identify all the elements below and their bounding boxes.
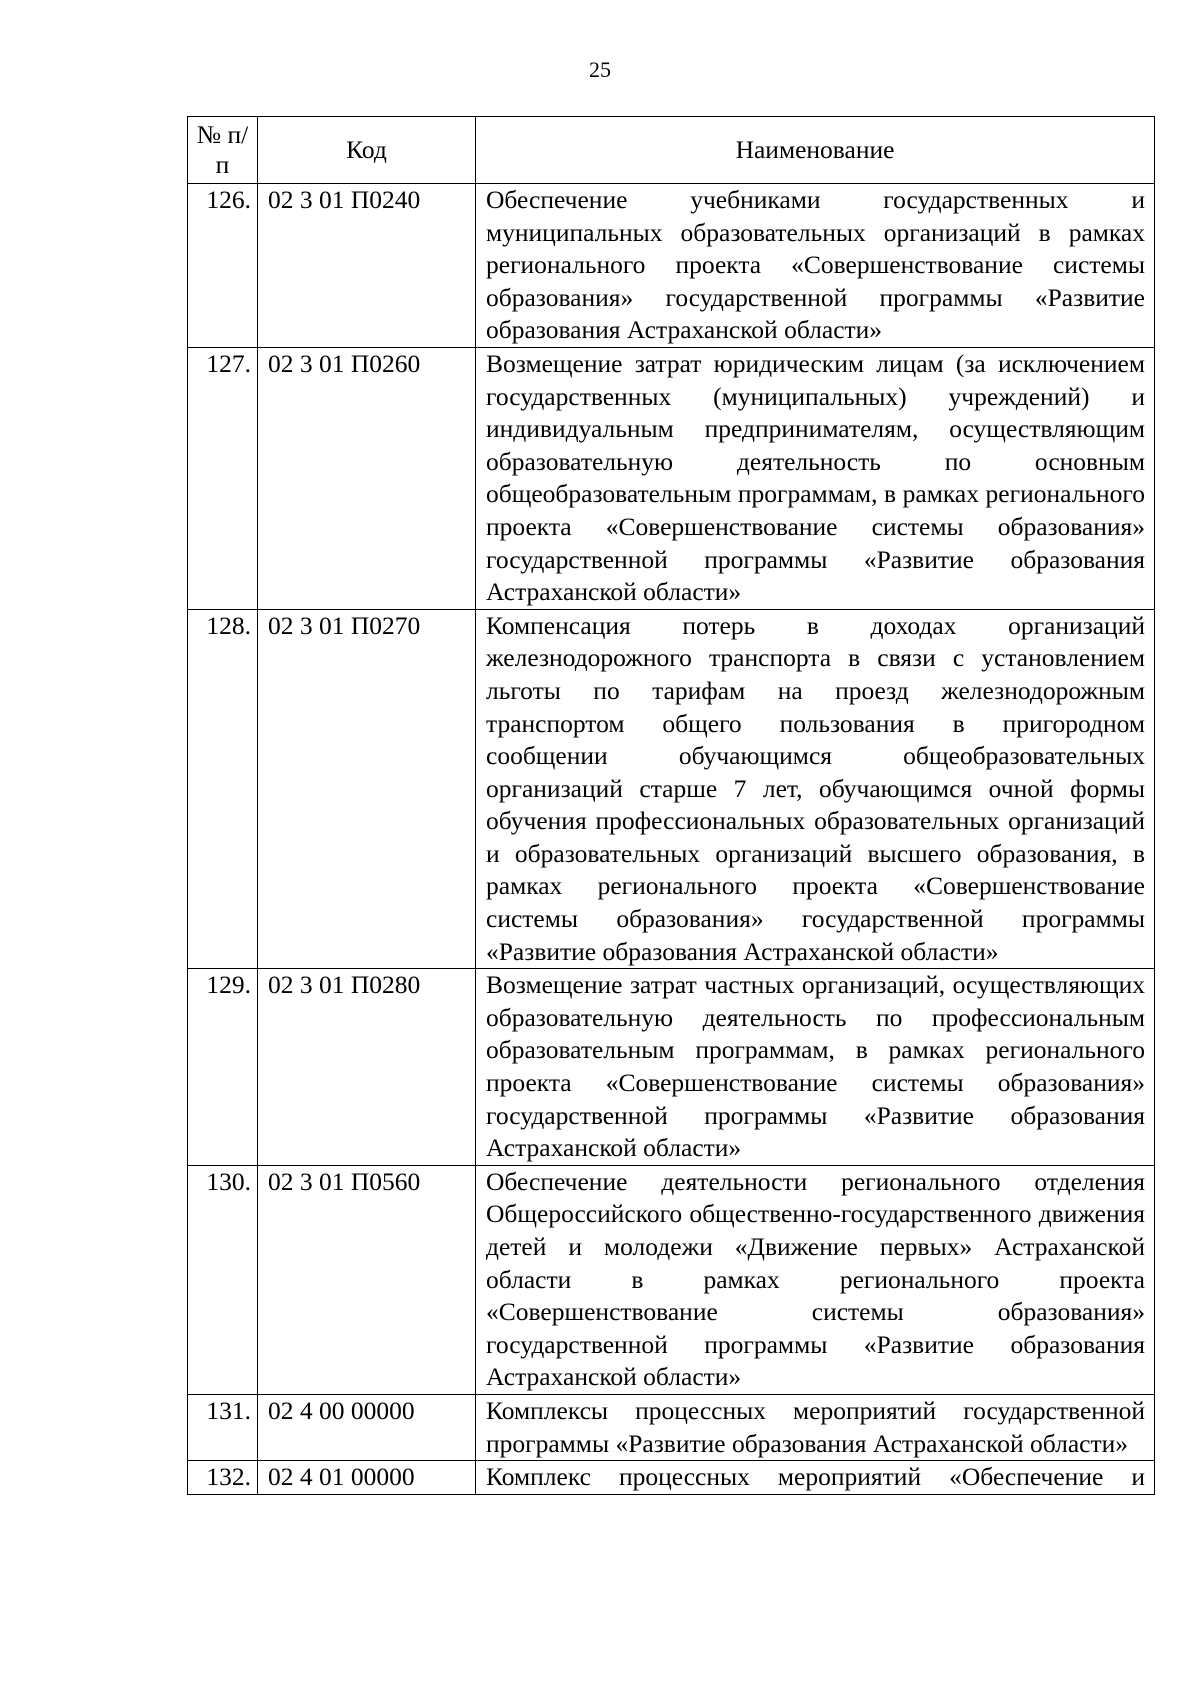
table-row [188,1165,1155,1394]
row-number: 130. [188,1165,258,1394]
row-number: 127. [188,347,258,609]
classification-table [187,116,1155,1495]
row-name: Компенсация потерь в доходах организаций железнодорожного транспорта в связи с установлением льготы по тарифам на проезд железнодорожным транспортом общего пользования в пригородном сообщении обучающимся общеобразовательных организаций старше 7 лет, обучающимся очной формы обучения профессиональных образовательных организаций и образовательных организаций высшего образования, в рамках регионального проекта «Совершенствование системы образования» государственной программы «Развитие образования Астраханской области» [476,609,1155,969]
row-number: 128. [188,609,258,969]
row-number: 132. [188,1461,258,1495]
row-name: Возмещение затрат частных организаций, осуществляющих образовательную деятельность по профессиональным образовательным программам, в рамках регионального проекта «Совершенствование системы образования» государственной программы «Развитие образования Астраханской области» [476,969,1155,1166]
row-number: 129. [188,969,258,1166]
row-name: Обеспечение деятельности регионального отделения Общероссийского общественно-государственного движения детей и молодежи «Движение первых» Астраханской области в рамках регионального проекта «Совершенствование системы образования» государственной программы «Развитие образования Астраханской области» [476,1165,1155,1394]
row-name: Комплекс процессных мероприятий «Обеспечение и [476,1461,1155,1495]
header-number: № п/п [188,117,258,184]
header-name: Наименование [476,117,1155,184]
table-row [188,609,1155,969]
row-name: Комплексы процессных мероприятий государственной программы «Развитие образования Астраханской области» [476,1394,1155,1460]
table-row [188,1394,1155,1460]
table-row [188,347,1155,609]
row-name: Обеспечение учебниками государственных и муниципальных образовательных организаций в рамках регионального проекта «Совершенствование системы образования» государственной программы «Развитие образования Астраханской области» [476,184,1155,348]
row-name: Возмещение затрат юридическим лицам (за исключением государственных (муниципальных) учреждений) и индивидуальным предпринимателям, осуществляющим образовательную деятельность по основным общеобразовательным программам, в рамках регионального проекта «Совершенствование системы образования» государственной программы «Развитие образования Астраханской области» [476,347,1155,609]
row-code: 02 4 01 00000 [258,1461,476,1495]
row-code: 02 3 01 П0240 [258,184,476,348]
table-header-row [188,117,1155,184]
table-row [188,184,1155,348]
row-number: 126. [188,184,258,348]
row-code: 02 3 01 П0560 [258,1165,476,1394]
row-number: 131. [188,1394,258,1460]
row-code: 02 4 00 00000 [258,1394,476,1460]
table-row [188,1461,1155,1495]
header-code: Код [258,117,476,184]
page-number: 25 [589,57,611,82]
row-code: 02 3 01 П0270 [258,609,476,969]
row-code: 02 3 01 П0260 [258,347,476,609]
table-row [188,969,1155,1166]
row-code: 02 3 01 П0280 [258,969,476,1166]
